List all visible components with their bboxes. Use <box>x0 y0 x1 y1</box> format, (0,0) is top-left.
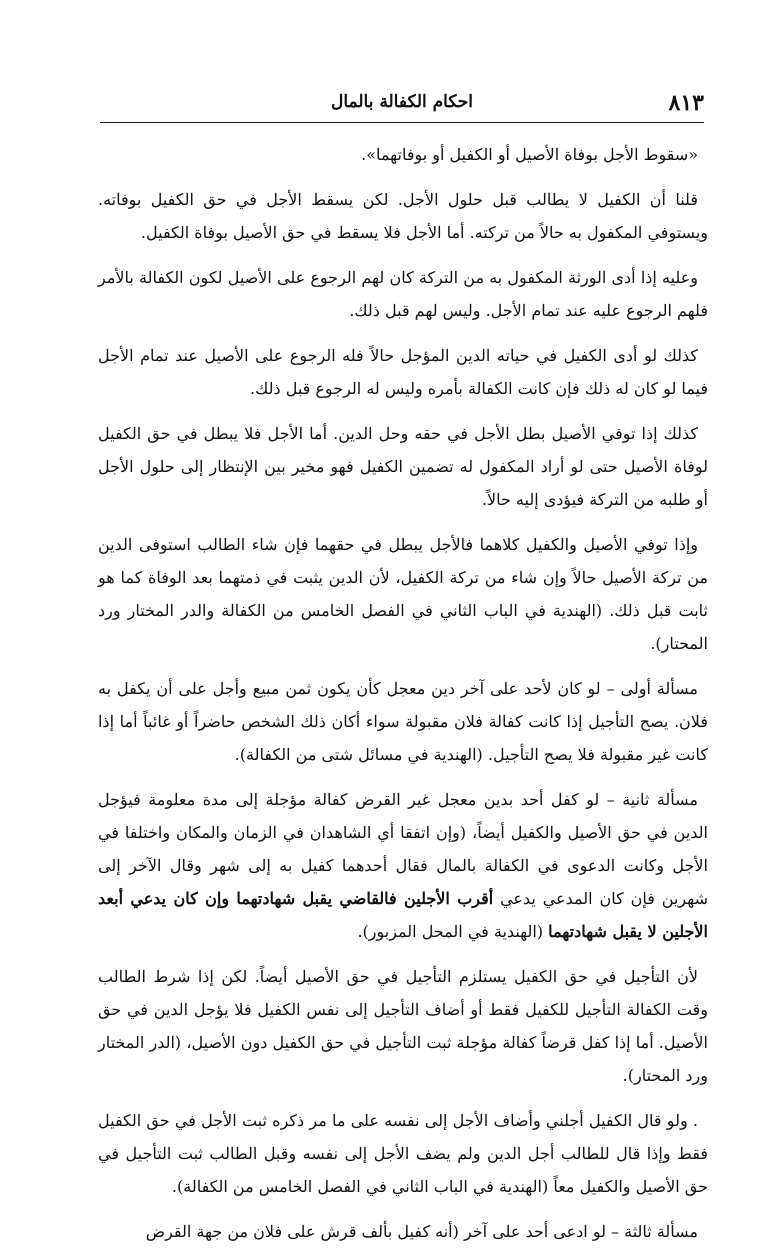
paragraph-6: وإذا توفي الأصيل والكفيل كلاهما فالأجل يبطل في حقهما فإن شاء الطالب استوفى الدين من تركة الأصيل حالاً وإن شاء من تركة الكفيل، لأن الدين يثبت في ذمتهما بعد الوفاة كما هو ثابت قبل ذلك. (الهندية في الباب الثاني في الفصل الخامس من الكفالة والدر المختار ورد المحتار). <box>98 535 708 653</box>
paragraph-3: وعليه إذا أدى الورثة المكفول به من التركة كان لهم الرجوع على الأصيل لكون الكفالة بالأمر فلهم الرجوع عليه عند تمام الأجل. وليس لهم قبل ذلك. <box>98 268 708 320</box>
page-header <box>100 88 704 123</box>
paragraph-5: كذلك إذا توفي الأصيل بطل الأجل في حقه وحل الدين. أما الأجل فلا يبطل في حق الكفيل لوفاة الأصيل حتى لو أراد المكفول له تضمين الكفيل فهو مخير بين الإنتظار إلى حلول الأجل أو طلبه من التركة فيؤدى إليه حالاً. <box>98 424 708 509</box>
paragraph-8-text: مسألة ثانية – لو كفل أحد بدين معجل غير القرض كفالة مؤجلة إلى مدة معلومة فيؤجل الدين في حق الأصيل والكفيل أيضاً، (وإن اتفقا أي الشاهدان في الزمان والمكان واختلفا في الأجل وكانت الدعوى في الكفالة بالمال فقال أحدهما كفيل به إلى شهر وقال الآخر إلى شهرين فإن كان المدعي يدعي <box>98 790 709 908</box>
running-title: احكام الكفالة بالمال <box>331 92 473 112</box>
paragraph-1: «سقوط الأجل بوفاة الأصيل أو الكفيل أو بوفاتهما». <box>361 145 698 164</box>
paragraph-4: كذلك لو أدى الكفيل في حياته الدين المؤجل حالاً فله الرجوع على الأصيل عند تمام الأجل فيما لو كان له ذلك فإن كانت الكفالة بأمره وليس له الرجوع قبل ذلك. <box>98 346 708 398</box>
paragraph-10: . ولو قال الكفيل أجلني وأضاف الأجل إلى نفسه على ما مر ذكره ثبت الأجل في حق الكفيل فقط وإذا قال للطالب أجل الدين ولم يضف الأجل إلى نفسه وقبل الطالب ثبت التأجيل في حق الأصيل والكفيل معاً (الهندية في الباب الثاني في الفصل الخامس من الكفالة). <box>98 1111 708 1196</box>
paragraph-11: مسألة ثالثة – لو ادعى أحد على آخر (أنه كفيل بألف قرش على فلان من جهة القرض <box>145 1222 698 1241</box>
paragraph-9: لأن التأجيل في حق الكفيل يستلزم التأجيل في حق الأصيل أيضاً. لكن إذا شرط الطالب وقت الكفالة التأجيل للكفيل فقط أو أضاف التأجيل إلى نفس الكفيل فلا يؤجل الدين في حق الأصيل. أما إذا كفل قرضاً كفالة مؤجلة ثبت التأجيل في حق الكفيل دون الأصيل، (الدر المختار ورد المحتار). <box>98 967 708 1085</box>
paragraph-8-bold: أقرب الأجلين فالقاضي يقبل شهادتهما وإن كان يدعي أبعد الأجلين لا يقبل شهادتهما <box>98 889 708 941</box>
body-text <box>98 138 708 1260</box>
page-number: ٨١٣ <box>668 90 704 116</box>
paragraph-8 <box>98 783 708 948</box>
paragraph-7: مسألة أولى – لو كان لأحد على آخر دين معجل كأن يكون ثمن مبيع وأجل على أن يكفل به فلان. يصح التأجيل إذا كانت كفالة فلان مقبولة سواء أكان ذلك الشخص حاضراً أو غائباً أما إذا كانت غير مقبولة فلا يصح التأجيل. (الهندية في مسائل شتى من الكفالة). <box>98 679 708 764</box>
paragraph-8-tail: (الهندية في المحل المزبور). <box>357 922 544 941</box>
paragraph-2: قلنا أن الكفيل لا يطالب قبل حلول الأجل. لكن يسقط الأجل في حق الكفيل بوفاته. ويستوفي المكفول به حالاً من تركته. أما الأجل فلا يسقط في حق الأصيل بوفاة الكفيل. <box>98 190 708 242</box>
